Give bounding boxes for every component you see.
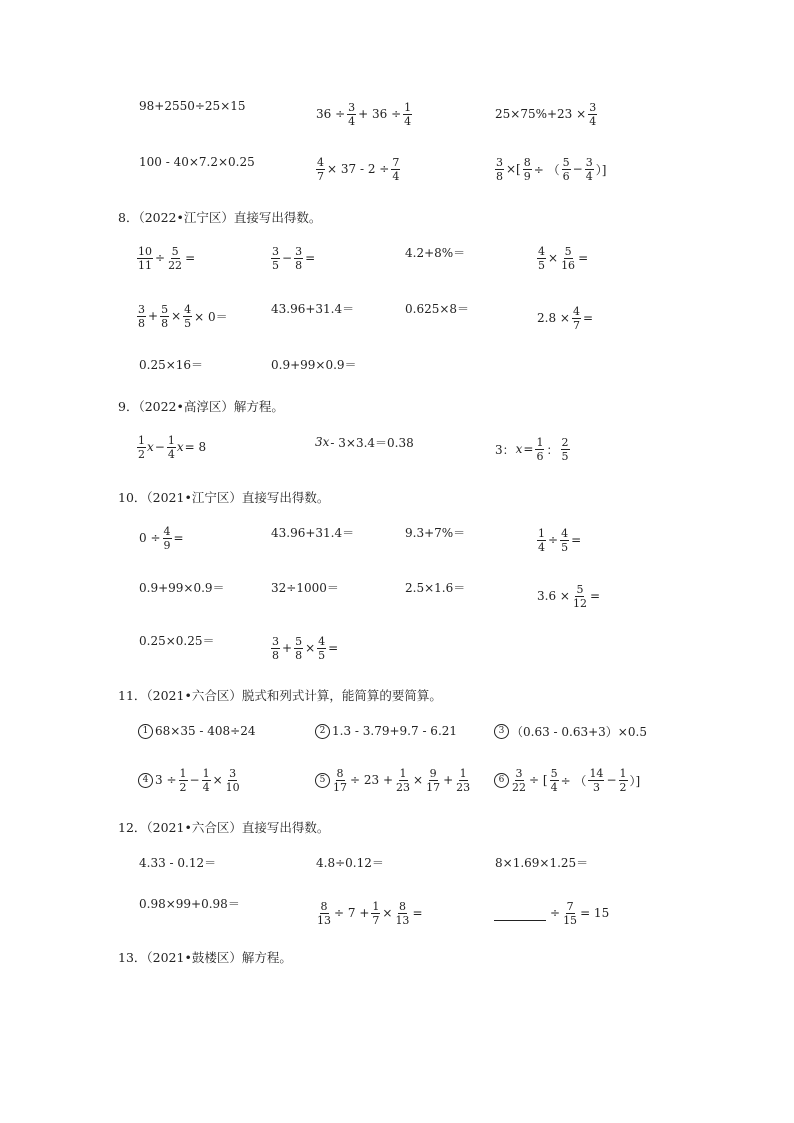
- expression-row: [0, 296, 794, 336]
- expression: $\frac{3}{8}$ + $\frac{5}{8}$ × $\frac{4}{5}$ × 0＝: [138, 302, 228, 330]
- question-11-title: 11．（2021•六合区）脱式和列式计算，能简算的要简算。: [118, 688, 442, 703]
- expression: 98+2550÷25×15: [139, 99, 246, 113]
- expression: 2.5×1.6＝: [405, 580, 466, 595]
- fraction: $\frac{5}{22}$: [168, 244, 183, 272]
- fraction: $\frac{1}{4}$: [202, 766, 210, 794]
- expression: 0.625×8＝: [405, 301, 470, 316]
- circled-number: 5: [315, 773, 330, 788]
- fraction: $\frac{8}{17}$: [333, 766, 347, 794]
- fraction: $\frac{10}{11}$: [138, 244, 152, 272]
- expression: 25×75%+23 × $\frac{3}{4}$: [495, 100, 597, 128]
- fraction: $\frac{5}{8}$: [161, 302, 169, 330]
- circled-number: 6: [494, 773, 509, 788]
- expression: $\frac{3}{8}$ + $\frac{5}{8}$ × $\frac{4}{5}$ =: [272, 634, 339, 662]
- circled-number: 1: [138, 724, 153, 739]
- fraction: $\frac{8}{13}$: [395, 899, 410, 927]
- expression-row: [0, 145, 794, 185]
- fraction: $\frac{3}{8}$: [272, 634, 279, 662]
- fraction: $\frac{1}{6}$: [536, 435, 544, 463]
- expression: 0.9+99×0.9＝: [139, 580, 225, 595]
- expression-row: [0, 567, 794, 610]
- expression: 5 $\frac{8}{17}$ ÷ 23 + $\frac{1}{23}$ × $\frac{9}{17}$ + $\frac{1}{23}$: [315, 760, 472, 800]
- fraction: $\frac{3}{5}$: [272, 244, 279, 272]
- fraction: $\frac{1}{7}$: [372, 899, 380, 927]
- question-9-title: 9．（2022•高淳区）解方程。: [118, 399, 284, 414]
- fraction: $\frac{5}{6}$: [562, 155, 570, 183]
- equation: 3x - 3×3.4＝0.38: [315, 435, 414, 450]
- expression: 0 ÷ $\frac{4}{9}$ =: [139, 524, 184, 552]
- fraction: $\frac{3}{4}$: [348, 100, 356, 128]
- fraction: $\frac{2}{5}$: [561, 435, 569, 463]
- expression-row: [0, 760, 794, 800]
- fraction: $\frac{7}{4}$: [392, 155, 400, 183]
- fraction: $\frac{1}{4}$: [538, 526, 545, 554]
- question-8-title: 8．（2022•江宁区）直接写出得数。: [118, 210, 322, 225]
- fraction: $\frac{4}{5}$: [318, 634, 326, 662]
- expression-row: [0, 344, 794, 384]
- fraction: $\frac{5}{12}$: [572, 582, 587, 610]
- expression: 4.2+8%＝: [405, 245, 466, 260]
- fraction: $\frac{1}{4}$: [404, 100, 412, 128]
- expression: 3 （0.63 - 0.63+3）×0.5: [494, 711, 648, 751]
- fraction: $\frac{8}{13}$: [317, 899, 331, 927]
- fraction: $\frac{5}{4}$: [550, 766, 558, 794]
- fraction: $\frac{5}{8}$: [295, 634, 303, 662]
- expression-row: [0, 238, 794, 278]
- expression: $\frac{4}{7}$ × 37 - 2 ÷ $\frac{7}{4}$: [317, 155, 400, 183]
- fraction: $\frac{3}{10}$: [225, 766, 240, 794]
- expression-row: [0, 842, 794, 882]
- circled-number: 3: [494, 724, 509, 739]
- equation: $\frac{1}{2}$ x − $\frac{1}{4}$ x = 8: [138, 433, 207, 461]
- fraction: $\frac{4}{9}$: [163, 524, 171, 552]
- question-12-title: 12．（2021•六合区）直接写出得数。: [118, 820, 330, 835]
- fraction: $\frac{3}{4}$: [585, 155, 593, 183]
- fraction: $\frac{3}{8}$: [295, 244, 303, 272]
- expression: 4 3 ÷ $\frac{1}{2}$ − $\frac{1}{4}$ × $\frac{3}{10}$: [138, 760, 242, 800]
- question-10-title: 10．（2021•江宁区）直接写出得数。: [118, 490, 330, 505]
- expression: 0.25×0.25＝: [139, 633, 215, 648]
- fraction: $\frac{3}{4}$: [589, 100, 597, 128]
- expression: $\frac{8}{13}$ ÷ 7 + $\frac{1}{7}$ × $\frac{8}{13}$ =: [317, 899, 423, 927]
- expression: $\frac{3}{8}$ ×[ $\frac{8}{9}$ ÷ （ $\frac{5}{6}$ − $\frac{3}{4}$ ）]: [496, 155, 607, 183]
- fraction: $\frac{4}{7}$: [317, 155, 324, 183]
- fraction: $\frac{1}{2}$: [619, 766, 627, 794]
- fraction: $\frac{4}{5}$: [561, 526, 569, 554]
- expression-row: [0, 427, 794, 467]
- fraction: $\frac{1}{23}$: [456, 766, 471, 794]
- fraction: $\frac{4}{5}$: [538, 244, 545, 272]
- fraction: $\frac{1}{4}$: [167, 433, 175, 461]
- fraction: $\frac{4}{5}$: [184, 302, 192, 330]
- expression: 32÷1000＝: [271, 580, 339, 595]
- expression: ÷ $\frac{7}{15}$ = 15: [494, 893, 610, 933]
- expression-row: [0, 628, 794, 668]
- fraction: $\frac{7}{15}$: [563, 899, 578, 927]
- circled-number: 4: [138, 773, 153, 788]
- expression-row: [0, 88, 794, 128]
- expression: $\frac{4}{5}$ × $\frac{5}{16}$ =: [538, 244, 589, 272]
- fraction: $\frac{3}{8}$: [496, 155, 503, 183]
- expression: 1 68×35 - 408÷24: [138, 711, 257, 751]
- expression: 2 1.3 - 3.79+9.7 - 6.21: [315, 711, 458, 751]
- expression-row: [0, 889, 794, 929]
- expression: 9.3+7%＝: [405, 525, 466, 540]
- answer-blank[interactable]: [494, 906, 546, 921]
- expression: 0.98×99+0.98＝: [139, 896, 240, 911]
- fraction: $\frac{1}{23}$: [396, 766, 411, 794]
- expression: $\frac{3}{5}$ − $\frac{3}{8}$ =: [272, 244, 316, 272]
- expression-row: [0, 518, 794, 558]
- fraction: $\frac{1}{2}$: [179, 766, 187, 794]
- equation: 3： x = $\frac{1}{6}$ ： $\frac{2}{5}$: [495, 435, 569, 463]
- expression: 0.25×16＝: [139, 357, 204, 372]
- expression: 3.6 × $\frac{5}{12}$ =: [537, 582, 601, 610]
- fraction: $\frac{3}{22}$: [512, 766, 526, 794]
- expression: 4.8÷0.12＝: [316, 855, 384, 870]
- expression: 100 - 40×7.2×0.25: [139, 155, 255, 169]
- expression-row: [0, 711, 794, 751]
- fraction: $\frac{4}{7}$: [572, 304, 580, 332]
- expression: 2.8 × $\frac{4}{7}$ =: [537, 304, 594, 332]
- fraction: $\frac{3}{8}$: [138, 302, 145, 330]
- expression: 0.9+99×0.9＝: [271, 357, 357, 372]
- expression: 36 ÷ $\frac{3}{4}$ + 36 ÷ $\frac{1}{4}$: [316, 100, 412, 128]
- fraction: $\frac{14}{3}$: [589, 766, 604, 794]
- fraction: $\frac{9}{17}$: [426, 766, 441, 794]
- fraction: $\frac{5}{16}$: [561, 244, 576, 272]
- expression: 6 $\frac{3}{22}$ ÷ [ $\frac{5}{4}$ ÷ （ $\frac{14}{3}$ − $\frac{1}{2}$ ）]: [494, 760, 641, 800]
- fraction: $\frac{8}{9}$: [523, 155, 531, 183]
- expression: $\frac{1}{4}$ ÷ $\frac{4}{5}$ =: [538, 526, 582, 554]
- expression: 8×1.69×1.25＝: [495, 855, 589, 870]
- expression: $\frac{10}{11}$ ÷ $\frac{5}{22}$ =: [138, 244, 196, 272]
- expression: 4.33 - 0.12＝: [139, 855, 217, 870]
- question-13-title: 13．（2021•鼓楼区）解方程。: [118, 950, 292, 965]
- expression: 43.96+31.4＝: [271, 301, 355, 316]
- circled-number: 2: [315, 724, 330, 739]
- expression: 43.96+31.4＝: [271, 525, 355, 540]
- fraction: $\frac{1}{2}$: [138, 433, 145, 461]
